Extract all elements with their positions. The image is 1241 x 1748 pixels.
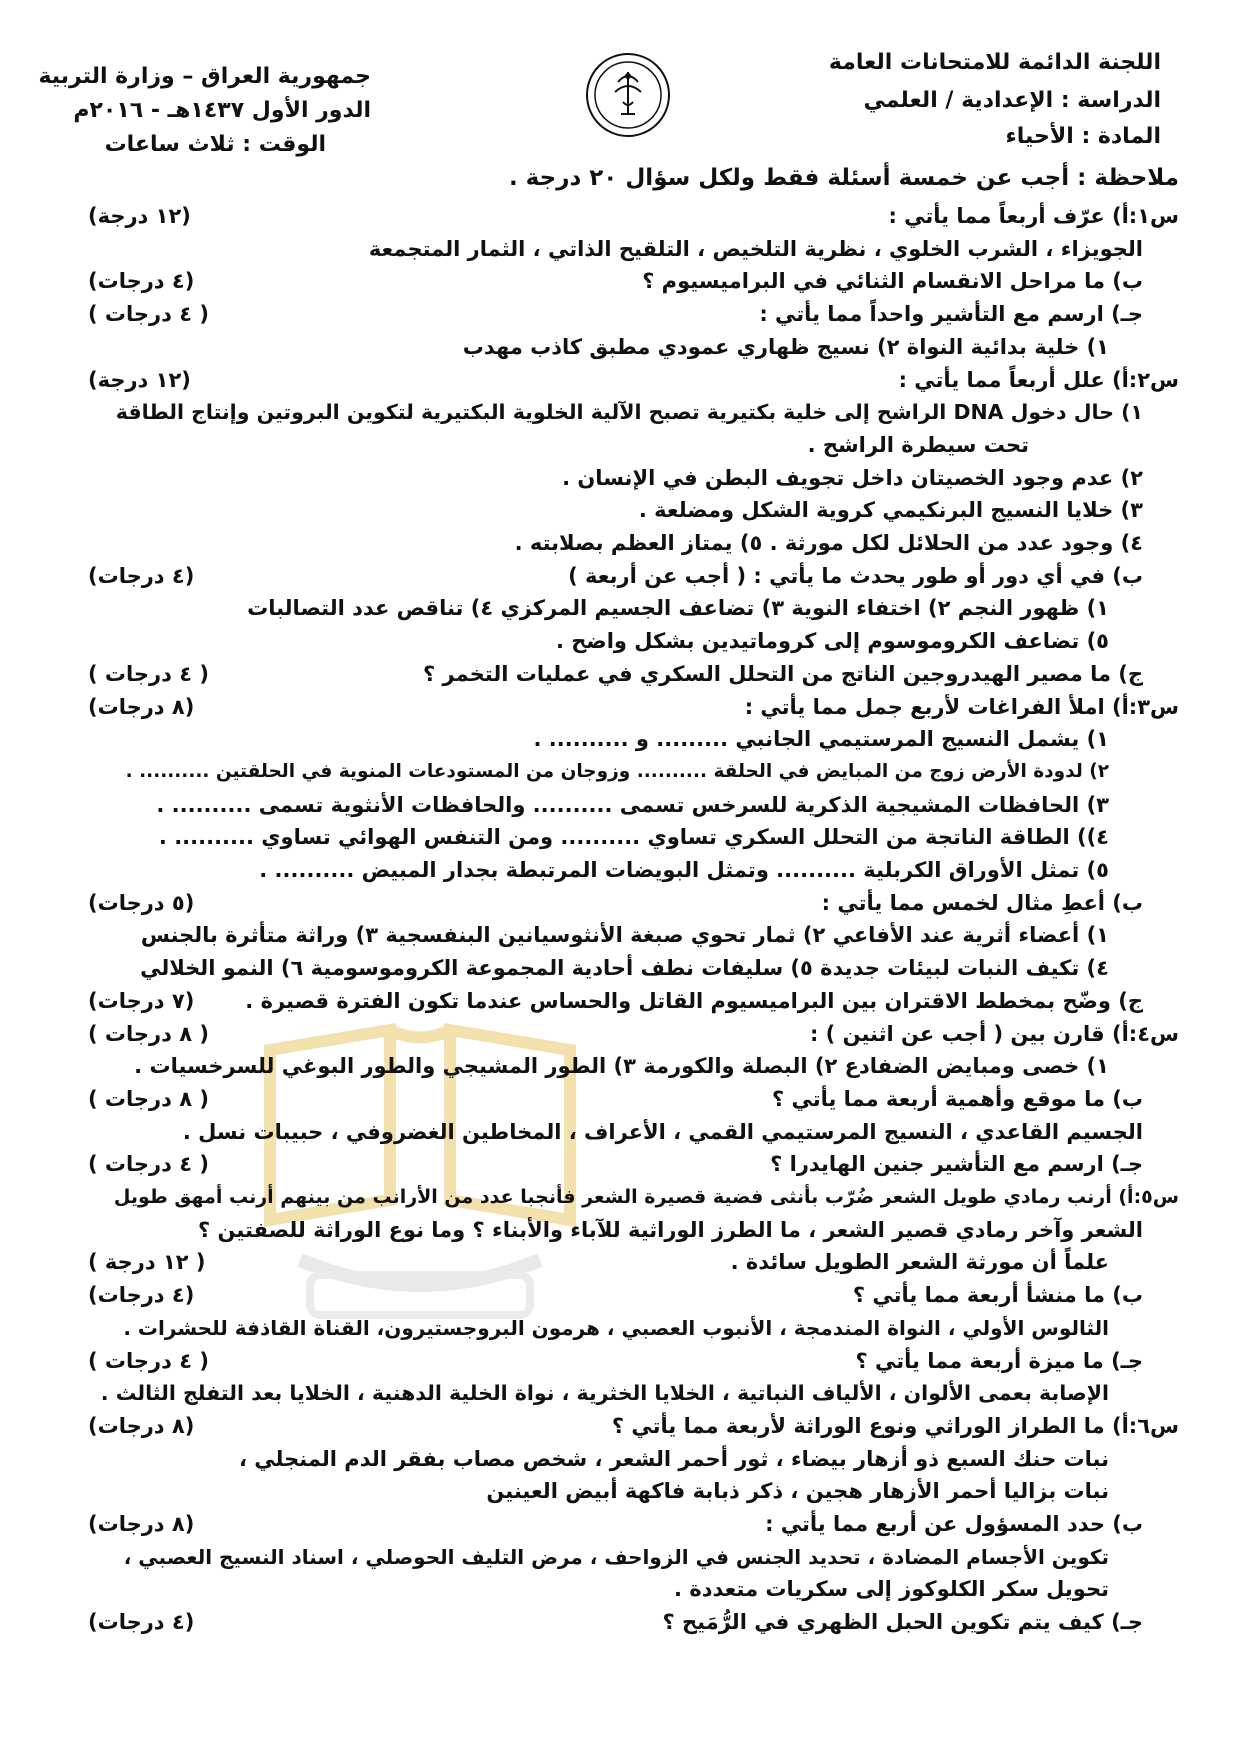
question-line: ج) ما مصير الهيدروجين الناتج من التحلل السكري في عمليات التخمر ؟ <box>423 661 1143 686</box>
ministry-seal-icon <box>585 52 671 138</box>
question-line: ب) ما موقع وأهمية أربعة مما يأتي ؟ <box>771 1086 1143 1111</box>
question-line: الشعر وآخر رمادي قصير الشعر ، ما الطرز الوراثية للآباء والأبناء ؟ وما نوع الوراثة للصفتين ؟ <box>198 1217 1143 1242</box>
question-line: ٤) تكيف النبات لبيئات جديدة ٥) سليفات نطف أحادية المجموعة الكروموسومية ٦) النمو الخلالي <box>140 956 1109 981</box>
question-line: نبات بزاليا أحمر الأزهار هجين ، ذكر ذبابة فاكهة أبيض العينين <box>486 1479 1109 1504</box>
marks-label: (٤ درجات) <box>88 1283 195 1308</box>
marks-label: ( ٤ درجات ) <box>88 661 209 686</box>
marks-label: ( ١٢ درجة ) <box>88 1250 206 1275</box>
subject: المادة : الأحياء <box>1005 124 1161 149</box>
exam-session: الدور الأول ١٤٣٧هـ - ٢٠١٦م <box>73 98 371 123</box>
question-line: ١) خصى ومبايض الضفادع ٢) البصلة والكورمة ٣) الطور المشيجي والطور البوغي للسرخسيات . <box>134 1054 1109 1079</box>
question-line: الجويزاء ، الشرب الخلوي ، نظرية التلخيص ، التلقيح الذاتي ، الثمار المتجمعة <box>368 236 1143 261</box>
question-line: ١) يشمل النسيج المرستيمي الجانبي ......... و .......... . <box>533 727 1109 752</box>
marks-label: (١٢ درجة) <box>88 204 191 228</box>
question-line: ٣) خلايا النسيج البرنكيمي كروية الشكل ومضلعة . <box>638 498 1143 523</box>
question-line: نبات حنك السبع ذو أزهار بيضاء ، ثور أحمر الشعر ، شخص مصاب بفقر الدم المنجلي ، <box>239 1446 1109 1471</box>
question-line: ١) خلية بدائية النواة ٢) نسيج ظهاري عمودي مطبق كاذب مهدب <box>462 334 1109 359</box>
marks-label: (٥ درجات) <box>88 890 195 915</box>
question-line: ٥) تمثل الأوراق الكربلية .......... وتمثل البويضات المرتبطة بجدار المبيض .......... . <box>259 858 1109 882</box>
question-line: ب) ما مراحل الانقسام الثنائي في البراميسيوم ؟ <box>642 269 1143 294</box>
question-line: س١:أ) عرّف أربعاً مما يأتي : <box>888 204 1179 228</box>
question-line: جـ) ارسم مع التأشير واحداً مما يأتي : <box>759 302 1143 327</box>
marks-label: (٨ درجات) <box>88 1512 195 1536</box>
question-line: علماً أن مورثة الشعر الطويل سائدة . <box>730 1250 1109 1275</box>
question-line: ١) أعضاء أثرية عند الأفاعي ٢) ثمار تحوي صبغة الأنثوسيانين البنفسجية ٣) وراثة متأثرة بالجنس <box>140 923 1109 948</box>
marks-label: (١٢ درجة) <box>88 367 191 392</box>
committee-name: اللجنة الدائمة للامتحانات العامة <box>828 50 1161 75</box>
marks-label: (٧ درجات) <box>88 988 195 1013</box>
marks-label: (٤ درجات) <box>88 269 195 294</box>
marks-label: ( ٤ درجات ) <box>88 1348 209 1373</box>
marks-label: (٨ درجات) <box>88 1413 195 1438</box>
marks-label: (٤ درجات) <box>88 563 195 588</box>
question-line: ٤) وجود عدد من الحلائل لكل مورثة . ٥) يمتاز العظم بصلابته . <box>514 531 1143 555</box>
question-line: ب) في أي دور أو طور يحدث ما يأتي : ( أجب عن أربعة ) <box>568 563 1143 588</box>
question-line: تكوين الأجسام المضادة ، تحديد الجنس في الزواحف ، مرض التليف الحوصلي ، اسناد النسيج العصبي ، <box>123 1544 1109 1569</box>
exam-note: ملاحظة : أجب عن خمسة أسئلة فقط ولكل سؤال ٢٠ درجة . <box>508 165 1179 191</box>
question-line: ب) ما منشأ أربعة مما يأتي ؟ <box>852 1283 1143 1308</box>
marks-label: ( ٤ درجات ) <box>88 1152 209 1177</box>
question-line: الثالوس الأولي ، النواة المندمجة ، الأنبوب العصبي ، هرمون البروجستيرون، القناة القاذفة للحشرات . <box>123 1315 1109 1340</box>
question-line: جـ) كيف يتم تكوين الحبل الظهري في الرُّمَيح ؟ <box>662 1610 1143 1635</box>
country-ministry: جمهورية العراق – وزارة التربية <box>38 64 371 89</box>
marks-label: (٨ درجات) <box>88 694 195 719</box>
question-line: ٣) الحافظات المشيجية الذكرية للسرخس تسمى .......... والحافظات الأنثوية تسمى .......... . <box>156 792 1109 817</box>
question-line: س٥:أ) أرنب رمادي طويل الشعر ضُرّب بأنثى فضية قصيرة الشعر فأنجبا عدد من الأرانب من بينهم أرنب أمهق طويل <box>113 1186 1179 1208</box>
question-line: ٢) لدودة الأرض زوج من المبايض في الحلقة .......... وزوجان من المستودعات المنوية في الحلقتين .......... . <box>125 760 1109 782</box>
exam-duration: الوقت : ثلاث ساعات <box>104 132 326 157</box>
question-line: س٦:أ) ما الطراز الوراثي ونوع الوراثة لأربعة مما يأتي ؟ <box>611 1413 1179 1438</box>
question-line: ١) ظهور النجم ٢) اختفاء النوية ٣) تضاعف الجسيم المركزي ٤) تناقص عدد التصالبات <box>247 596 1109 621</box>
marks-label: ( ٨ درجات ) <box>88 1086 209 1111</box>
question-line: الإصابة بعمى الألوان ، الألياف النباتية ، الخلايا الخثرية ، نواة الخلية الدهنية ، الخلايا بعد التفلج الثالث . <box>100 1381 1109 1406</box>
question-line: س٤:أ) قارن بين ( أجب عن اثنين ) : <box>809 1021 1179 1046</box>
question-line: جـ) ما ميزة أربعة مما يأتي ؟ <box>855 1348 1143 1373</box>
question-line: ٢) عدم وجود الخصيتان داخل تجويف البطن في الإنسان . <box>562 465 1143 490</box>
question-line: س٣:أ) املأ الفراغات لأربع جمل مما يأتي : <box>744 694 1179 719</box>
marks-label: ( ٨ درجات ) <box>88 1021 209 1046</box>
question-line: تحت سيطرة الراشح . <box>807 432 1029 457</box>
study-level: الدراسة : الإعدادية / العلمي <box>863 88 1161 113</box>
question-line: جـ) ارسم مع التأشير جنين الهايدرا ؟ <box>770 1152 1143 1177</box>
question-line: ب) أعطِ مثال لخمس مما يأتي : <box>821 890 1143 915</box>
question-line: تحويل سكر الكلوكوز إلى سكريات متعددة . <box>674 1577 1109 1602</box>
question-line: الجسيم القاعدي ، النسيج المرستيمي القمي ، الأعراف ، المخاطين الغضروفي ، حبيبات نسل . <box>182 1119 1143 1144</box>
marks-label: ( ٤ درجات ) <box>88 302 209 327</box>
question-line: ١) حال دخول DNA الراشح إلى خلية بكتيرية تصبح الآلية الخلوية البكتيرية لتكوين البروتين وإنتاج الطاقة <box>115 400 1143 425</box>
question-line: س٢:أ) علل أربعاً مما يأتي : <box>898 367 1179 392</box>
question-line: ب) حدد المسؤول عن أربع مما يأتي : <box>765 1512 1143 1536</box>
marks-label: (٤ درجات) <box>88 1610 195 1635</box>
question-line: ج) وضّح بمخطط الاقتران بين البراميسيوم القاتل والحساس عندما تكون الفترة قصيرة . <box>245 988 1143 1013</box>
question-line: ٥) تضاعف الكروموسوم إلى كروماتيدين بشكل واضح . <box>556 629 1109 654</box>
question-line: ٤)) الطاقة الناتجة من التحلل السكري تساوي .......... ومن التنفس الهوائي تساوي .......... . <box>158 825 1109 850</box>
